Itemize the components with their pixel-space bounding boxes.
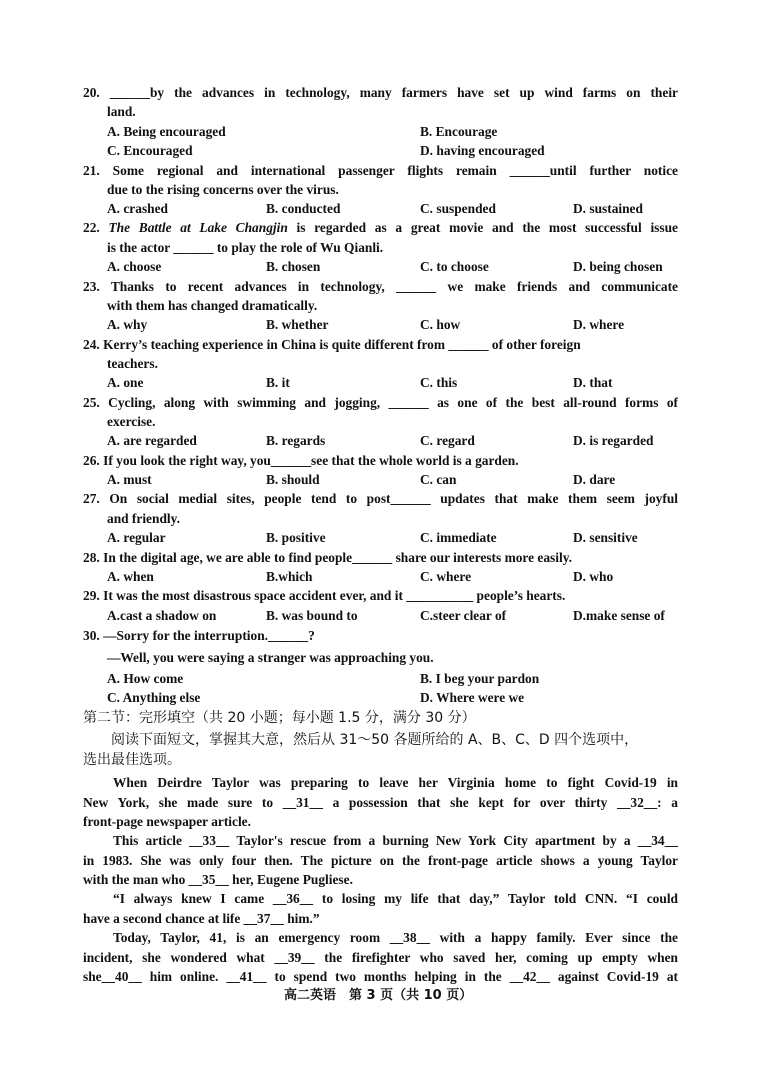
option-b: B. chosen xyxy=(266,259,321,274)
option-c: C. regard xyxy=(420,433,475,448)
question-22-stem-cont: is the actor ______ to play the role of Wu Qianli. xyxy=(107,240,384,255)
passage-line: When Deirdre Taylor was preparing to leave her Virginia home to fight Covid-19 in xyxy=(113,775,678,790)
passage-line: have a second chance at life __37__ him.” xyxy=(83,911,320,926)
option-a: A. when xyxy=(107,569,154,584)
option-d: D. Where were we xyxy=(420,690,525,705)
section-instruction-cont: 选出最佳选项。 xyxy=(83,752,181,768)
option-d: D. where xyxy=(573,317,625,332)
option-a: A. one xyxy=(107,375,144,390)
option-c: C. where xyxy=(420,569,472,584)
question-27-stem: 27. On social medial sites, people tend to post______ updates that make them seem joyful xyxy=(83,491,678,506)
question-25-stem: 25. Cycling, along with swimming and jogging, ______ as one of the best all-round forms of xyxy=(83,395,678,410)
question-29-stem: 29. It was the most disastrous space accident ever, and it __________ people’s hearts. xyxy=(83,588,566,603)
question-20-stem-cont: land. xyxy=(107,104,136,119)
option-c: C. Anything else xyxy=(107,690,201,705)
passage-line: incident, she wondered what __39__ the firefighter who saved her, coming up empty when xyxy=(83,950,678,965)
option-a: A. are regarded xyxy=(107,433,197,448)
option-c: C. immediate xyxy=(420,530,497,545)
option-c: C.steer clear of xyxy=(420,608,507,623)
question-22-stem: 22. The Battle at Lake Changjin is regarded as a great movie and the most successful issue xyxy=(83,220,678,235)
option-a: A.cast a shadow on xyxy=(107,608,217,623)
question-25-stem-cont: exercise. xyxy=(107,414,156,429)
option-b: B.which xyxy=(266,569,313,584)
option-d: D.make sense of xyxy=(573,608,665,623)
option-a: A. Being encouraged xyxy=(107,124,226,139)
question-23-stem-cont: with them has changed dramatically. xyxy=(107,298,318,313)
option-b: B. was bound to xyxy=(266,608,358,623)
question-27-stem-cont: and friendly. xyxy=(107,511,180,526)
option-a: A. crashed xyxy=(107,201,168,216)
question-21-stem-cont: due to the rising concerns over the virus. xyxy=(107,182,339,197)
question-24-stem: 24. Kerry’s teaching experience in China is quite different from ______ of other foreign xyxy=(83,337,581,352)
question-30-dialogue: —Well, you were saying a stranger was approaching you. xyxy=(107,650,434,665)
question-28-stem: 28. In the digital age, we are able to find people______ share our interests more easily. xyxy=(83,550,573,565)
option-a: A. choose xyxy=(107,259,162,274)
option-a: A. regular xyxy=(107,530,166,545)
movie-title: The Battle at Lake Changjin xyxy=(108,220,288,235)
option-b: B. regards xyxy=(266,433,326,448)
passage-line: she__40__ him online. __41__ to spend two months helping in the __42__ against Covid-19 at xyxy=(83,969,678,984)
question-24-stem-cont: teachers. xyxy=(107,356,158,371)
passage-line: Today, Taylor, 41, is an emergency room __38__ with a happy family. Ever since the xyxy=(113,930,678,945)
option-b: B. conducted xyxy=(266,201,341,216)
question-21-stem: 21. Some regional and international passenger flights remain ______until further notice xyxy=(83,163,678,178)
passage-line: in 1983. She was only four then. The picture on the front-page article shows a young Taylor xyxy=(83,853,678,868)
option-d: D. who xyxy=(573,569,614,584)
passage-line: front-page newspaper article. xyxy=(83,814,251,829)
option-a: A. must xyxy=(107,472,152,487)
option-a: A. How come xyxy=(107,671,184,686)
question-23-stem: 23. Thanks to recent advances in technology, ______ we make friends and communicate xyxy=(83,279,678,294)
option-d: D. dare xyxy=(573,472,616,487)
option-d: D. sensitive xyxy=(573,530,638,545)
question-26-stem: 26. If you look the right way, you______see that the whole world is a garden. xyxy=(83,453,519,468)
option-b: B. it xyxy=(266,375,290,390)
passage-line: This article __33__ Taylor's rescue from a burning New York City apartment by a __34__ xyxy=(113,833,678,848)
passage-line: “I always knew I came __36__ to losing my life that day,” Taylor told CNN. “I could xyxy=(113,891,678,906)
option-c: C. suspended xyxy=(420,201,496,216)
option-d: D. that xyxy=(573,375,613,390)
option-c: C. how xyxy=(420,317,461,332)
option-c: C. this xyxy=(420,375,458,390)
option-b: B. should xyxy=(266,472,320,487)
option-d: D. having encouraged xyxy=(420,143,545,158)
section-heading: 第二节：完形填空（共 20 小题；每小题 1.5 分，满分 30 分） xyxy=(83,710,476,726)
option-b: B. whether xyxy=(266,317,329,332)
passage-line: with the man who __35__ her, Eugene Pugliese. xyxy=(83,872,353,887)
page-footer: 高二英语 第 3 页（共 10 页） xyxy=(284,988,473,1003)
passage-line: New York, she made sure to __31__ a possession that she kept for over thirty __32__: a xyxy=(83,795,678,810)
option-d: D. being chosen xyxy=(573,259,663,274)
option-a: A. why xyxy=(107,317,148,332)
option-d: D. is regarded xyxy=(573,433,654,448)
option-b: B. Encourage xyxy=(420,124,498,139)
option-b: B. positive xyxy=(266,530,326,545)
option-c: C. can xyxy=(420,472,457,487)
question-30-stem: 30. —Sorry for the interruption.______? xyxy=(83,628,315,643)
option-c: C. to choose xyxy=(420,259,489,274)
option-d: D. sustained xyxy=(573,201,643,216)
option-b: B. I beg your pardon xyxy=(420,671,540,686)
question-20-stem: 20. ______by the advances in technology, many farmers have set up wind farms on their xyxy=(83,85,678,100)
section-instruction: 阅读下面短文，掌握其大意，然后从 31～50 各题所给的 A、B、C、D 四个选项中， xyxy=(111,732,639,748)
option-c: C. Encouraged xyxy=(107,143,193,158)
